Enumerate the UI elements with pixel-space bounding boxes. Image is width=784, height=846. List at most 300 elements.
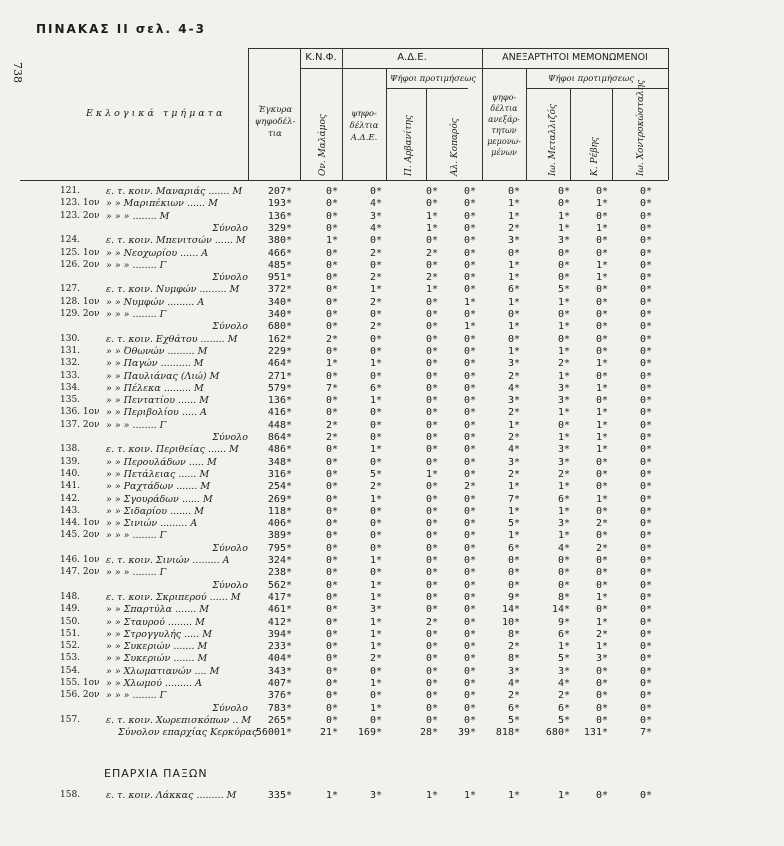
vote-count-cell: 0* bbox=[325, 259, 338, 271]
vote-count-cell: 2* bbox=[425, 616, 438, 628]
vote-count-cell: 0* bbox=[639, 358, 652, 370]
vote-count-cell: 1* bbox=[325, 235, 338, 247]
district-code: 133. bbox=[60, 370, 81, 381]
vote-count-cell: 0* bbox=[325, 628, 338, 640]
header-divider-6 bbox=[482, 48, 483, 180]
vote-count-cell: 0* bbox=[463, 702, 476, 714]
vote-count-cell: 8* bbox=[557, 591, 570, 603]
table-row bbox=[0, 727, 784, 740]
vote-count-cell: 2* bbox=[507, 370, 520, 382]
vote-count-cell: 0* bbox=[595, 345, 608, 357]
district-code: 134. bbox=[60, 382, 81, 393]
vote-count-cell: 0* bbox=[639, 370, 652, 382]
vote-count-cell: 3* bbox=[557, 235, 570, 247]
table-row bbox=[0, 678, 784, 691]
district-code: 142. bbox=[60, 493, 81, 504]
vote-count-cell: 2* bbox=[463, 481, 476, 493]
vote-count-cell: 0* bbox=[325, 222, 338, 234]
vote-count-cell: 407* bbox=[267, 678, 292, 689]
district-name: » » Νυμφών ......... Α bbox=[106, 296, 205, 308]
vote-count-cell: 2* bbox=[369, 321, 382, 333]
district-code: 150. bbox=[60, 616, 81, 627]
vote-count-cell: 1* bbox=[463, 790, 476, 801]
vote-count-cell: 0* bbox=[557, 567, 570, 579]
vote-count-cell: 0* bbox=[463, 432, 476, 443]
vote-count-cell: 2* bbox=[507, 468, 520, 480]
vote-count-cell: 0* bbox=[463, 665, 476, 677]
vote-count-cell: 1* bbox=[557, 530, 570, 542]
vote-count-cell: 0* bbox=[463, 591, 476, 603]
vote-count-cell: 6* bbox=[557, 702, 570, 714]
vote-count-cell: 1* bbox=[557, 222, 570, 234]
province-heading: ΕΠΑΡΧΙΑ ΠΑΞΩΝ bbox=[104, 767, 208, 780]
vote-count-cell: 0* bbox=[639, 481, 652, 493]
district-code: 149. bbox=[60, 604, 81, 615]
vote-count-cell: 680* bbox=[545, 727, 570, 739]
vote-count-cell: 404* bbox=[267, 653, 292, 665]
vote-count-cell: 0* bbox=[425, 555, 438, 566]
header-divider-5 bbox=[426, 88, 427, 180]
district-code: 123. 2ον bbox=[60, 210, 100, 221]
vote-count-cell: 4* bbox=[507, 382, 520, 394]
vote-count-cell: 0* bbox=[325, 493, 338, 505]
vote-count-cell: 0* bbox=[557, 247, 570, 259]
district-name: » » » ........ Γ bbox=[106, 419, 167, 431]
district-name: » » Πέλεκα ......... Μ bbox=[106, 382, 204, 394]
subtotal-label: Σύνολο bbox=[212, 579, 248, 591]
vote-count-cell: 0* bbox=[595, 579, 608, 591]
district-code: 143. bbox=[60, 505, 81, 516]
vote-count-cell: 0* bbox=[639, 714, 652, 726]
valid-votes-line-2: ψηφοδέλ- bbox=[254, 117, 296, 127]
district-name: » » Συκεριών ....... Μ bbox=[106, 641, 208, 653]
vote-count-cell: 0* bbox=[425, 665, 438, 677]
vote-count-cell: 1* bbox=[507, 530, 520, 542]
vote-count-cell: 0* bbox=[595, 567, 608, 579]
vote-count-cell: 3* bbox=[557, 665, 570, 677]
ind-ballot-header bbox=[484, 92, 524, 158]
vote-count-cell: 0* bbox=[639, 333, 652, 345]
vote-count-cell: 0* bbox=[325, 653, 338, 665]
subtotal-label: Σύνολο bbox=[212, 321, 248, 333]
vote-count-cell: 0* bbox=[507, 247, 520, 259]
vote-count-cell: 0* bbox=[325, 247, 338, 259]
vote-count-cell: 131* bbox=[583, 727, 608, 739]
vote-count-cell: 1* bbox=[557, 407, 570, 419]
vote-count-cell: 0* bbox=[595, 714, 608, 726]
vote-count-cell: 0* bbox=[325, 690, 338, 702]
vote-count-cell: 271* bbox=[267, 370, 292, 382]
vote-count-cell: 1* bbox=[507, 321, 520, 333]
vote-count-cell: 0* bbox=[507, 186, 520, 197]
vote-count-cell: 376* bbox=[267, 690, 292, 702]
vote-count-cell: 416* bbox=[267, 407, 292, 419]
vote-count-cell: 5* bbox=[557, 714, 570, 726]
vote-count-cell: 0* bbox=[639, 665, 652, 677]
vote-count-cell: 485* bbox=[267, 259, 292, 271]
vote-count-cell: 0* bbox=[463, 616, 476, 628]
vote-count-cell: 1* bbox=[595, 432, 608, 443]
table-row bbox=[0, 604, 784, 617]
header-top-rule bbox=[248, 48, 668, 49]
knf-header: Κ.Ν.Φ. bbox=[305, 52, 337, 63]
vote-count-cell: 3* bbox=[507, 235, 520, 247]
vote-count-cell: 0* bbox=[369, 542, 382, 554]
ind-candidate-1: Ιω. Μεταλλιζός bbox=[548, 104, 558, 176]
vote-count-cell: 0* bbox=[639, 432, 652, 443]
vote-count-cell: 39* bbox=[457, 727, 476, 739]
vote-count-cell: 0* bbox=[595, 665, 608, 677]
district-code: 124. bbox=[60, 235, 81, 246]
table-row bbox=[0, 494, 784, 507]
vote-count-cell: 0* bbox=[639, 790, 652, 801]
vote-count-cell: 0* bbox=[639, 641, 652, 653]
valid-votes-line-3: τια bbox=[268, 129, 282, 139]
vote-count-cell: 0* bbox=[463, 628, 476, 640]
district-name: » » Πεντατίου ...... Μ bbox=[106, 395, 209, 407]
vote-count-cell: 1* bbox=[557, 641, 570, 653]
vote-count-cell: 7* bbox=[325, 382, 338, 394]
table-row bbox=[0, 518, 784, 531]
vote-count-cell: 0* bbox=[425, 530, 438, 542]
vote-count-cell: 1* bbox=[595, 382, 608, 394]
vote-count-cell: 412* bbox=[267, 616, 292, 628]
vote-count-cell: 0* bbox=[595, 309, 608, 320]
header-divider-8 bbox=[570, 88, 571, 180]
table-row bbox=[0, 248, 784, 261]
table-row bbox=[0, 260, 784, 273]
table-row bbox=[0, 703, 784, 716]
vote-count-cell: 3* bbox=[369, 790, 382, 801]
district-code: 147. 2ον bbox=[60, 567, 100, 578]
vote-count-cell: 0* bbox=[595, 186, 608, 197]
vote-count-cell: 0* bbox=[595, 210, 608, 222]
vote-count-cell: 0* bbox=[425, 198, 438, 210]
vote-count-cell: 0* bbox=[639, 284, 652, 296]
vote-count-cell: 0* bbox=[463, 493, 476, 505]
vote-count-cell: 335* bbox=[267, 790, 292, 801]
vote-count-cell: 0* bbox=[639, 628, 652, 640]
vote-count-cell: 0* bbox=[595, 333, 608, 345]
header-divider-1 bbox=[248, 48, 249, 180]
vote-count-cell: 0* bbox=[595, 321, 608, 333]
district-name: » » Παυλιάνας (Λιώ) Μ bbox=[106, 370, 220, 382]
vote-count-cell: 0* bbox=[325, 456, 338, 468]
vote-count-cell: 6* bbox=[557, 628, 570, 640]
vote-count-cell: 2* bbox=[507, 641, 520, 653]
vote-count-cell: 1* bbox=[595, 591, 608, 603]
ade-ballot-header bbox=[344, 108, 384, 144]
district-name: » » Χλωμού ......... Α bbox=[106, 678, 202, 689]
district-code: 140. bbox=[60, 468, 81, 479]
district-code: 127. bbox=[60, 284, 81, 295]
vote-count-cell: 1* bbox=[557, 296, 570, 308]
district-name: » » Σταυρού ........ Μ bbox=[106, 616, 205, 628]
table-row bbox=[0, 395, 784, 408]
vote-count-cell: 6* bbox=[507, 542, 520, 554]
vote-count-cell: 0* bbox=[595, 481, 608, 493]
vote-count-cell: 680* bbox=[267, 321, 292, 333]
vote-count-cell: 1* bbox=[595, 222, 608, 234]
district-name: ε. τ. κοιν. Λάκκας ......... Μ bbox=[106, 790, 237, 801]
vote-count-cell: 0* bbox=[463, 444, 476, 456]
table-row bbox=[0, 186, 784, 199]
vote-count-cell: 1* bbox=[369, 395, 382, 407]
vote-count-cell: 0* bbox=[639, 296, 652, 308]
table-row bbox=[0, 321, 784, 334]
vote-count-cell: 3* bbox=[369, 604, 382, 616]
vote-count-cell: 0* bbox=[325, 714, 338, 726]
vote-count-cell: 0* bbox=[425, 358, 438, 370]
vote-count-cell: 0* bbox=[639, 493, 652, 505]
vote-count-cell: 1* bbox=[369, 555, 382, 566]
table-row bbox=[0, 309, 784, 322]
vote-count-cell: 0* bbox=[325, 444, 338, 456]
vote-count-cell: 464* bbox=[267, 358, 292, 370]
district-name: » » Σινιών ......... Α bbox=[106, 518, 198, 530]
ind-ballot-line-4: τητων bbox=[491, 126, 517, 135]
vote-count-cell: 0* bbox=[325, 641, 338, 653]
district-code: 145. 2ον bbox=[60, 530, 100, 541]
vote-count-cell: 0* bbox=[639, 382, 652, 394]
vote-count-cell: 2* bbox=[507, 407, 520, 419]
vote-count-cell: 0* bbox=[425, 407, 438, 419]
district-code: 155. 1ον bbox=[60, 678, 100, 688]
vote-count-cell: 3* bbox=[557, 382, 570, 394]
vote-count-cell: 0* bbox=[369, 370, 382, 382]
vote-count-cell: 7* bbox=[639, 727, 652, 739]
vote-count-cell: 2* bbox=[507, 690, 520, 702]
district-name: » » » ........ Μ bbox=[106, 210, 170, 222]
vote-count-cell: 579* bbox=[267, 382, 292, 394]
vote-count-cell: 1* bbox=[507, 505, 520, 517]
vote-count-cell: 5* bbox=[507, 518, 520, 530]
vote-count-cell: 2* bbox=[595, 542, 608, 554]
vote-count-cell: 1* bbox=[369, 616, 382, 628]
vote-count-cell: 417* bbox=[267, 591, 292, 603]
vote-count-cell: 1* bbox=[595, 616, 608, 628]
vote-count-cell: 0* bbox=[639, 518, 652, 530]
district-name: ε. τ. κοιν. Σινιών ......... Α bbox=[106, 555, 230, 566]
ind-ballot-line-2: δέλτια bbox=[490, 104, 518, 113]
vote-count-cell: 0* bbox=[425, 493, 438, 505]
vote-count-cell: 372* bbox=[267, 284, 292, 296]
header-divider-7 bbox=[526, 68, 527, 180]
vote-count-cell: 0* bbox=[369, 518, 382, 530]
vote-count-cell: 1* bbox=[369, 444, 382, 456]
vote-count-cell: 1* bbox=[325, 358, 338, 370]
vote-count-cell: 9* bbox=[507, 591, 520, 603]
vote-count-cell: 0* bbox=[639, 579, 652, 591]
district-name: » » Πετάλειας ...... Μ bbox=[106, 468, 210, 480]
district-name: » » » ........ Γ bbox=[106, 530, 167, 542]
vote-count-cell: 136* bbox=[267, 395, 292, 407]
district-code: 125. 1ον bbox=[60, 247, 100, 258]
vote-count-cell: 1* bbox=[557, 210, 570, 222]
table-row bbox=[0, 371, 784, 384]
subtotal-label: Σύνολο bbox=[212, 702, 248, 714]
vote-count-cell: 0* bbox=[325, 198, 338, 210]
vote-count-cell: 0* bbox=[639, 309, 652, 320]
vote-count-cell: 1* bbox=[595, 493, 608, 505]
table-row bbox=[0, 555, 784, 568]
header-bottom-rule bbox=[20, 180, 668, 181]
vote-count-cell: 0* bbox=[639, 468, 652, 480]
vote-count-cell: 0* bbox=[639, 555, 652, 566]
vote-count-cell: 0* bbox=[369, 407, 382, 419]
vote-count-cell: 1* bbox=[557, 432, 570, 443]
vote-count-cell: 3* bbox=[507, 456, 520, 468]
header-divider-3 bbox=[342, 48, 343, 180]
vote-count-cell: 0* bbox=[425, 456, 438, 468]
district-code: 141. bbox=[60, 481, 81, 492]
vote-count-cell: 0* bbox=[425, 370, 438, 382]
vote-count-cell: 0* bbox=[639, 616, 652, 628]
vote-count-cell: 207* bbox=[267, 186, 292, 197]
vote-count-cell: 2* bbox=[507, 222, 520, 234]
table-row bbox=[0, 653, 784, 666]
vote-count-cell: 1* bbox=[425, 284, 438, 296]
vote-count-cell: 2* bbox=[507, 432, 520, 443]
vote-count-cell: 316* bbox=[267, 468, 292, 480]
vote-count-cell: 0* bbox=[595, 284, 608, 296]
district-name: » » Σιδαρίου ....... Μ bbox=[106, 505, 204, 517]
district-name: » » Χλωματιανών .... Μ bbox=[106, 665, 220, 677]
vote-count-cell: 5* bbox=[557, 653, 570, 665]
vote-count-cell: 229* bbox=[267, 345, 292, 357]
vote-count-cell: 1* bbox=[425, 468, 438, 480]
vote-count-cell: 0* bbox=[463, 714, 476, 726]
vote-count-cell: 0* bbox=[639, 604, 652, 616]
vote-count-cell: 0* bbox=[463, 186, 476, 197]
vote-count-cell: 1* bbox=[369, 358, 382, 370]
vote-count-cell: 0* bbox=[595, 296, 608, 308]
vote-count-cell: 1* bbox=[369, 702, 382, 714]
header-divider-10 bbox=[668, 48, 669, 180]
vote-count-cell: 0* bbox=[369, 333, 382, 345]
vote-count-cell: 340* bbox=[267, 296, 292, 308]
vote-count-cell: 0* bbox=[595, 702, 608, 714]
table-row bbox=[0, 272, 784, 285]
vote-count-cell: 0* bbox=[463, 272, 476, 284]
district-code: 156. 2ον bbox=[60, 690, 100, 701]
vote-count-cell: 448* bbox=[267, 419, 292, 431]
knf-candidate: Ον. Μαλάμος bbox=[318, 114, 328, 176]
vote-count-cell: 0* bbox=[463, 579, 476, 591]
vote-count-cell: 2* bbox=[369, 653, 382, 665]
vote-count-cell: 0* bbox=[639, 222, 652, 234]
vote-count-cell: 0* bbox=[425, 690, 438, 702]
vote-count-cell: 0* bbox=[463, 505, 476, 517]
vote-count-cell: 1* bbox=[463, 296, 476, 308]
ind-candidate-2: Κ. Ρέβης bbox=[590, 137, 600, 176]
vote-count-cell: 0* bbox=[463, 518, 476, 530]
vote-count-cell: 0* bbox=[463, 407, 476, 419]
vote-count-cell: 269* bbox=[267, 493, 292, 505]
vote-count-cell: 6* bbox=[369, 382, 382, 394]
ade-ballot-line-2: δέλτια bbox=[349, 121, 379, 131]
page-number: 738 bbox=[11, 62, 24, 83]
vote-count-cell: 0* bbox=[425, 591, 438, 603]
vote-count-cell: 1* bbox=[369, 284, 382, 296]
vote-count-cell: 8* bbox=[507, 628, 520, 640]
vote-count-cell: 486* bbox=[267, 444, 292, 456]
vote-count-cell: 3* bbox=[507, 358, 520, 370]
vote-count-cell: 0* bbox=[425, 505, 438, 517]
vote-count-cell: 0* bbox=[557, 198, 570, 210]
vote-count-cell: 795* bbox=[267, 542, 292, 554]
vote-count-cell: 0* bbox=[639, 678, 652, 689]
vote-count-cell: 0* bbox=[369, 690, 382, 702]
district-code: 138. bbox=[60, 444, 81, 455]
vote-count-cell: 864* bbox=[267, 432, 292, 443]
vote-count-cell: 0* bbox=[557, 309, 570, 320]
vote-count-cell: 0* bbox=[369, 419, 382, 431]
table-row bbox=[0, 530, 784, 543]
header-group-rule bbox=[300, 68, 668, 69]
vote-count-cell: 5* bbox=[557, 284, 570, 296]
table-row bbox=[0, 469, 784, 482]
vote-count-cell: 0* bbox=[325, 272, 338, 284]
table-row bbox=[0, 580, 784, 593]
vote-count-cell: 1* bbox=[369, 678, 382, 689]
vote-count-cell: 0* bbox=[369, 345, 382, 357]
vote-count-cell: 329* bbox=[267, 222, 292, 234]
vote-count-cell: 0* bbox=[639, 345, 652, 357]
vote-count-cell: 0* bbox=[463, 210, 476, 222]
vote-count-cell: 0* bbox=[425, 628, 438, 640]
vote-count-cell: 0* bbox=[425, 419, 438, 431]
vote-count-cell: 1* bbox=[507, 198, 520, 210]
table-row bbox=[0, 432, 784, 445]
table-row bbox=[0, 790, 784, 803]
district-name: » » Μαριπέκιων ...... Μ bbox=[106, 198, 218, 210]
table-row bbox=[0, 297, 784, 310]
vote-count-cell: 0* bbox=[425, 186, 438, 197]
vote-count-cell: 1* bbox=[595, 641, 608, 653]
vote-count-cell: 0* bbox=[425, 579, 438, 591]
vote-count-cell: 3* bbox=[557, 395, 570, 407]
vote-count-cell: 1* bbox=[507, 259, 520, 271]
vote-count-cell: 0* bbox=[425, 542, 438, 554]
vote-count-cell: 1* bbox=[595, 419, 608, 431]
vote-count-cell: 0* bbox=[639, 395, 652, 407]
ade-candidate-1: Π. Αρβανίτης bbox=[404, 114, 414, 176]
district-name: ε. τ. κοιν. Μαναριάς ....... Μ bbox=[106, 186, 243, 197]
vote-count-cell: 0* bbox=[463, 259, 476, 271]
district-name: » » » ........ Γ bbox=[106, 259, 167, 271]
vote-count-cell: 2* bbox=[369, 272, 382, 284]
district-name: » » Στρογγυλής ..... Μ bbox=[106, 628, 212, 640]
vote-count-cell: 0* bbox=[507, 555, 520, 566]
valid-votes-line-1: Έγκυρα bbox=[257, 105, 293, 115]
district-name: ε. τ. κοιν. Νυμφών ......... Μ bbox=[106, 284, 240, 296]
district-name: ε. τ. κοιν. Εχθάτου ........ Μ bbox=[106, 333, 238, 345]
vote-count-cell: 4* bbox=[557, 542, 570, 554]
vote-count-cell: 0* bbox=[369, 432, 382, 443]
subtotal-label: Σύνολο bbox=[212, 222, 248, 234]
vote-count-cell: 2* bbox=[425, 247, 438, 259]
vote-count-cell: 343* bbox=[267, 665, 292, 677]
vote-count-cell: 1* bbox=[369, 579, 382, 591]
vote-count-cell: 2* bbox=[369, 296, 382, 308]
vote-count-cell: 1* bbox=[507, 210, 520, 222]
ind-ballot-line-6: μένων bbox=[491, 148, 517, 157]
vote-count-cell: 0* bbox=[325, 481, 338, 493]
vote-count-cell: 8* bbox=[507, 653, 520, 665]
vote-count-cell: 0* bbox=[595, 505, 608, 517]
vote-count-cell: 6* bbox=[557, 493, 570, 505]
